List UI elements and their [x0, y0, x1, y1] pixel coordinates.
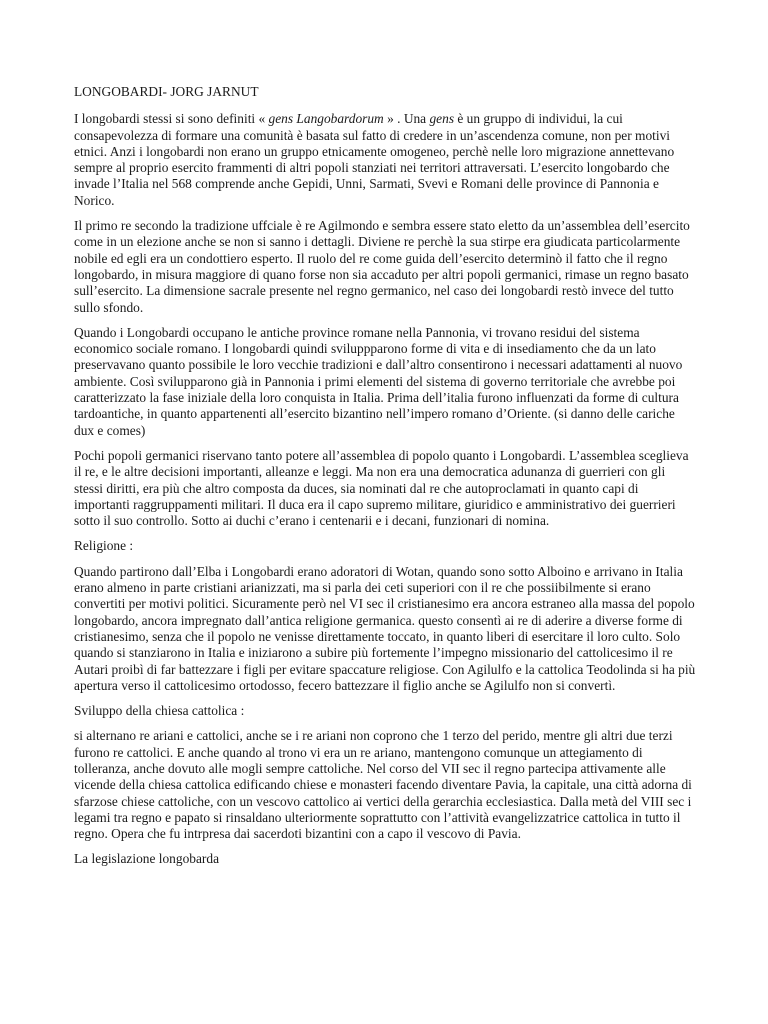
paragraph-gens	[74, 111, 696, 209]
paragraph-gens-text-3: è un gruppo di individui, la cui consapevolezza di formare una comunità è basata sul fatto di credere in un’ascendenza comune, non per motivi etnici. Anzi i longobardi non erano un gruppo etnicamente omogeneo, perchè nelle loro migrazione annettevano sempre al proprio esercito frammenti di altri popoli stanziati nei territori attraversati. L’esercito longobardo che invade l’Italia nel 568 comprende anche Gepidi, Unni, Sarmati, Svevi e Romani delle province di Pannonia e Norico.	[74, 111, 675, 208]
paragraph-assemblea: Pochi popoli germanici riservano tanto potere all’assemblea di popolo quanto i Longobardi. L’assemblea sceglieva il re, e le altre decisioni importanti, alleanze e leggi. Ma non era una democratica adunanza di guerrieri con gli stessi diritti, era più che altro composta da duces, sia nominati dal re che autoproclamati in quanto capi di importanti raggruppamenti militari. Il duca era il capo supremo militare, giuridico e amministrativo dei guerrieri sotto il suo controllo. Sotto ai duchi c’erano i centenarii e i decani, funzionari di nomina.	[74, 447, 689, 529]
paragraph-chiesa-cattolica: si alternano re ariani e cattolici, anche se i re ariani non coprono che 1 terzo del perido, mentre gli altri due terzi furono re cattolici. E anche quando al trono vi era un re ariano, mantengono comunque un attegiamento di tolleranza, anche dovuto alle mogli sempre cattoliche. Nel corso del VII sec il regno partecipa attivamente alle vicende della chiesa cattolica edificando chiese e monasteri facendo diventare Pavia, la capitale, una città adorna di sfarzose chiese cattoliche, con un vescovo cattolico ai vertici della gerarchia ecclesiastica. Dalla metà del VIII sec i legami tra regno e papato si rinsaldano ulteriormente soprattutto con l’attività evangelizzatrice cattolica in tutto il regno. Opera che fu intrpresa dai sacerdoti bizantini con a capo il vescovo di Pavia.	[74, 728, 692, 842]
paragraph-gens-italic-1: gens Langobardorum	[268, 111, 384, 127]
heading-religione: Religione :	[74, 538, 134, 554]
heading-chiesa-cattolica: Sviluppo della chiesa cattolica :	[74, 703, 245, 719]
paragraph-primo-re: Il primo re secondo la tradizione uffciale è re Agilmondo e sembra essere stato eletto da un’assemblea dell’esercito come in un elezione anche se non si sanno i dettagli. Diviene re perchè la sua stirpe era giudicata particolarmente nobile ed egli era un condottiero esperto. Il ruolo del re come guida dell’esercito determinò il fatto che il regno longobardo, in misura maggiore di quano forse non sia accaduto per altri popoli germanici, rimase un regno basato sull’esercito. La dimensione sacrale presente nel regno germanico, nel caso dei longobardi restò invece del tutto sullo sfondo.	[74, 218, 690, 315]
paragraph-gens-text-1: I longobardi stessi si sono definiti «	[74, 111, 269, 127]
document-title: LONGOBARDI- JORG JARNUT	[74, 84, 259, 99]
paragraph-gens-italic-2: gens	[429, 111, 455, 127]
paragraph-pannonia: Quando i Longobardi occupano le antiche province romane nella Pannonia, vi trovano residui del sistema economico sociale romano. I longobardi quindi sviluppparono forme di vita e di insediamento che da un lato preservavano quanto possibile le loro vecchie tradizioni e dall’altro consentirono i necessari adattamenti al nuovo ambiente. Così svilupparono già in Pannonia i primi elementi del sistema di governo territoriale che avrebbe poi caratterizzato la fase iniziale della loro conquista in Italia. Prima dell’italia furono influenzati da forme di cultura tardoantiche, in quanto appartenenti all’esercito bizantino nell’impero romano d’Oriente. (si danno delle cariche dux e comes)	[74, 324, 683, 438]
paragraph-religione: Quando partirono dall’Elba i Longobardi erano adoratori di Wotan, quando sono sotto Alboino e arrivano in Italia erano almeno in parte cristiani arianizzati, ma si parla dei ceti superiori con il re che possiibilmente si erano convertiti per motivi politici. Sicuramente però nel VI sec il cristianesimo era ancora estraneo alla massa del popolo longobardo, ancora impregnato dall’antica religione germanica. questo consentì ai re di aderire a diverse forme di cristianesimo, senza che il popolo ne venisse direttamente toccato, in quanto liberi di esercitare il loro culto. Solo quando si stanziarono in Italia e iniziarono a subire più fortemente l’impegno missionario del cattolicesimo il re Autari proibì di far battezzare i figli per evitare spaccature religiose. Con Agilulfo e la cattolica Teodolinda si ha più apertura verso il cattolicesimo ortodosso, fecero battezzare il figlio anche se Agilulfo non si convertì.	[74, 563, 696, 693]
document-page	[74, 84, 696, 877]
paragraph-gens-text-2: » . Una	[383, 111, 430, 127]
heading-legislazione: La legislazione longobarda	[74, 851, 220, 867]
